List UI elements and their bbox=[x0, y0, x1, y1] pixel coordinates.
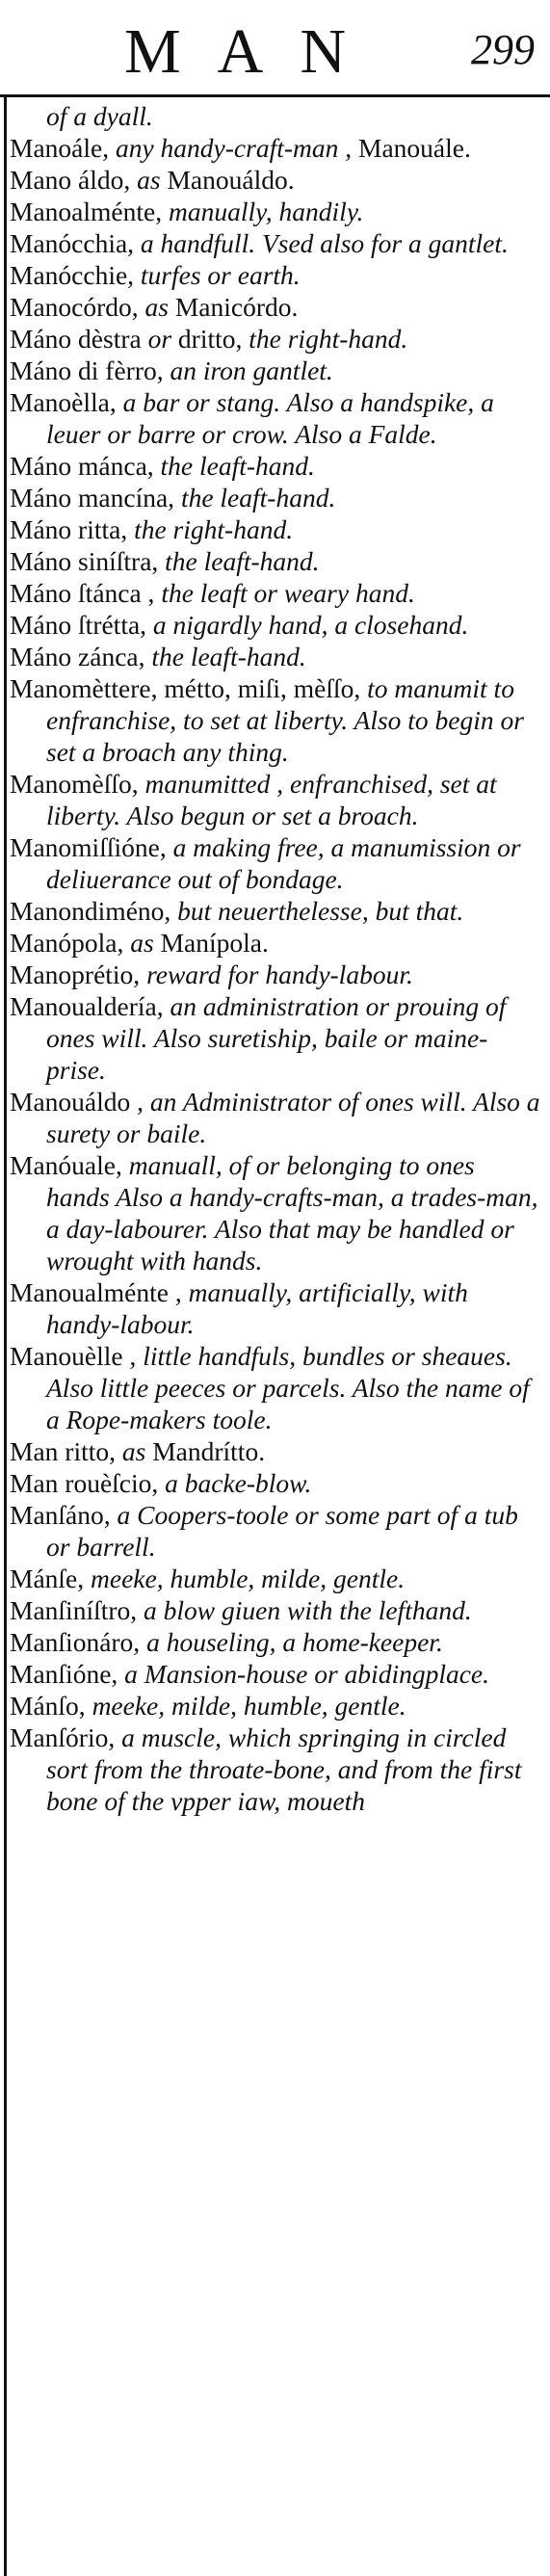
entry-definition: a handfull. Vsed also for a gantlet. bbox=[134, 228, 509, 258]
dictionary-entry bbox=[10, 959, 541, 990]
dictionary-entry bbox=[10, 100, 541, 132]
entry-headword: Máno mánca, bbox=[10, 451, 154, 481]
entry-headword: Manſióne, bbox=[10, 1659, 118, 1689]
entry-crossref: Manípola. bbox=[153, 928, 269, 958]
entry-crossref: Manicórdo. bbox=[168, 292, 299, 322]
dictionary-entry bbox=[10, 990, 541, 1086]
dictionary-entry bbox=[10, 355, 541, 386]
dictionary-entry bbox=[10, 831, 541, 895]
entry-definition: a nigardly hand, a closehand. bbox=[146, 610, 469, 640]
entry-crossref: Mandrítto. bbox=[145, 1436, 266, 1466]
entry-definition: an administration or prouing of ones will. Also suretiship, baile or maine-prise. bbox=[46, 991, 507, 1085]
entry-definition: manuall, of or belonging to ones hands Also a handy-crafts-man, a trades-man, a day-labourer. Also that may be handled or wrought with hands. bbox=[46, 1150, 538, 1275]
entry-definition: manumitted , enfranchised, set at liberty. Also begun or set a broach. bbox=[46, 769, 497, 830]
entry-headword: Manoualdería, bbox=[10, 991, 164, 1021]
entry-definition: as bbox=[138, 292, 169, 322]
entry-definition: as bbox=[130, 165, 161, 195]
entry-headword: Manſionáro, bbox=[10, 1627, 141, 1657]
entry-definition: turfes or earth. bbox=[134, 260, 301, 290]
dictionary-entry bbox=[10, 1563, 541, 1594]
entry-headword: Manócchie, bbox=[10, 260, 135, 290]
dictionary-entry bbox=[10, 577, 541, 609]
entry-definition: the leaft-hand. bbox=[153, 451, 315, 481]
entry-definition: the right-hand. bbox=[127, 514, 294, 544]
dictionary-entry bbox=[10, 132, 541, 164]
entry-headword: Máno dèstra bbox=[10, 324, 142, 354]
entry-headword: Man rouèſcio, bbox=[10, 1468, 159, 1498]
dictionary-entry bbox=[10, 927, 541, 959]
dictionary-entry bbox=[10, 1340, 541, 1435]
entry-definition: a bar or stang. Also a handspike, a leuer or barre or crow. Also a Falde. bbox=[46, 387, 494, 449]
dictionary-entry bbox=[10, 1626, 541, 1658]
entry-definition: manually, handily. bbox=[162, 197, 364, 226]
entry-headword: Máno zánca, bbox=[10, 642, 145, 671]
dictionary-entry bbox=[10, 1435, 541, 1467]
dictionary-entry bbox=[10, 768, 541, 831]
entry-headword: Manóuale, bbox=[10, 1150, 122, 1180]
entry-headword: Manſiníſtro, bbox=[10, 1595, 138, 1625]
entry-definition: an Administrator of ones will. Also a surety or baile. bbox=[46, 1087, 540, 1148]
entry-headword: Manoualménte , bbox=[10, 1277, 182, 1307]
entry-definition: a Coopers-toole or some part of a tub or barrell. bbox=[46, 1500, 518, 1562]
entry-definition-2: the right-hand. bbox=[242, 324, 408, 354]
entry-definition: the leaft-hand. bbox=[144, 642, 306, 671]
entry-headword: Manócchia, bbox=[10, 228, 135, 258]
dictionary-entry bbox=[10, 1658, 541, 1690]
dictionary-entry bbox=[10, 1499, 541, 1563]
entry-crossref: Manouále. bbox=[352, 133, 471, 163]
entry-definition: little handfuls, bundles or sheaues. Also little peeces or parcels. Also the name of a Rope-makers toole. bbox=[46, 1341, 530, 1434]
entry-definition: a muscle, which springing in circled sort from the throate-bone, and from the first bone of the vpper iaw, moueth bbox=[46, 1722, 522, 1816]
entry-headword: Manomiſſióne, bbox=[10, 832, 167, 862]
entry-definition: meeke, humble, milde, gentle. bbox=[84, 1564, 406, 1593]
entry-definition: a backe-blow. bbox=[158, 1468, 312, 1498]
entry-headword: Máno siníſtra, bbox=[10, 546, 159, 576]
entry-definition: an iron gantlet. bbox=[163, 355, 333, 385]
dictionary-entry bbox=[10, 164, 541, 196]
dictionary-entry bbox=[10, 513, 541, 545]
entry-column bbox=[10, 100, 541, 1817]
running-head: MAN bbox=[123, 16, 382, 87]
entry-definition: a blow giuen with the lefthand. bbox=[137, 1595, 472, 1625]
entry-headword: Manoále, bbox=[10, 133, 110, 163]
dictionary-entry bbox=[10, 482, 541, 513]
dictionary-entry bbox=[10, 1276, 541, 1340]
dictionary-entry bbox=[10, 895, 541, 927]
dictionary-entry bbox=[10, 672, 541, 768]
entry-crossref: Manouáldo. bbox=[160, 165, 295, 195]
entry-definition: a making free, a manumission or deliuerance out of bondage. bbox=[46, 832, 521, 894]
column-rule bbox=[4, 94, 7, 2576]
entry-definition: any handy-craft-man , bbox=[109, 133, 353, 163]
dictionary-entry bbox=[10, 196, 541, 227]
entry-definition: the leaft-hand. bbox=[174, 483, 336, 513]
entry-definition: the leaft or weary hand. bbox=[154, 578, 415, 608]
dictionary-entry bbox=[10, 1149, 541, 1276]
entry-definition: but neuerthelesse, but that. bbox=[170, 896, 464, 926]
dictionary-entry bbox=[10, 641, 541, 672]
dictionary-entry bbox=[10, 545, 541, 577]
entry-headword: Mánſe, bbox=[10, 1564, 85, 1593]
entry-headword: Manópola, bbox=[10, 928, 124, 958]
dictionary-entry bbox=[10, 1722, 541, 1817]
entry-definition: the leaft-hand. bbox=[158, 546, 320, 576]
entry-headword: Manomèſſo, bbox=[10, 769, 139, 799]
entry-headword: Mano áldo, bbox=[10, 165, 131, 195]
dictionary-entry bbox=[10, 450, 541, 482]
entry-headword: Manoprétio, bbox=[10, 959, 141, 989]
dictionary-entry bbox=[10, 386, 541, 450]
entry-headword: Mánſo, bbox=[10, 1691, 86, 1721]
page-number: 299 bbox=[471, 26, 535, 73]
entry-definition: of a dyall. bbox=[46, 101, 153, 131]
entry-definition: manually, artificially, with handy-labour. bbox=[46, 1277, 468, 1339]
entry-headword: Manſáno, bbox=[10, 1500, 111, 1530]
dictionary-entry bbox=[10, 227, 541, 259]
dictionary-entry bbox=[10, 291, 541, 323]
entry-headword: Manſório, bbox=[10, 1722, 116, 1752]
header-rule bbox=[0, 94, 550, 97]
entry-headword: Máno mancína, bbox=[10, 483, 175, 513]
dictionary-entry bbox=[10, 1594, 541, 1626]
entry-headword: Máno di fèrro, bbox=[10, 355, 164, 385]
entry-headword: Manoèlla, bbox=[10, 387, 117, 417]
entry-headword: Manondiméno, bbox=[10, 896, 171, 926]
dictionary-entry bbox=[10, 323, 541, 355]
entry-headword: Manoalménte, bbox=[10, 197, 163, 226]
entry-headword: Manomèttere, métto, miſi, mèſſo, bbox=[10, 673, 361, 703]
entry-definition: meeke, milde, humble, gentle. bbox=[85, 1691, 406, 1721]
entry-headword: Man ritto, bbox=[10, 1436, 116, 1466]
dictionary-entry bbox=[10, 1690, 541, 1722]
entry-headword: Máno ritta, bbox=[10, 514, 128, 544]
entry-definition: as bbox=[123, 928, 154, 958]
entry-headword: Manouèlle , bbox=[10, 1341, 137, 1371]
page-header bbox=[0, 0, 550, 106]
entry-headword: Manocórdo, bbox=[10, 292, 139, 322]
dictionary-entry bbox=[10, 609, 541, 641]
entry-definition: reward for handy-labour. bbox=[140, 959, 413, 989]
entry-definition: a Mansion-house or abidingplace. bbox=[118, 1659, 490, 1689]
entry-headword: Máno ſtánca , bbox=[10, 578, 155, 608]
entry-definition: as bbox=[116, 1436, 146, 1466]
dictionary-entry bbox=[10, 259, 541, 291]
entry-headword: Máno ſtrétta, bbox=[10, 610, 147, 640]
dictionary-entry bbox=[10, 1467, 541, 1499]
dictionary-entry bbox=[10, 1086, 541, 1149]
entry-definition: to manumit to enfranchise, to set at liberty. Also to begin or set a broach any thing. bbox=[46, 673, 524, 767]
entry-definition: or bbox=[141, 324, 172, 354]
entry-definition: a houseling, a home-keeper. bbox=[140, 1627, 443, 1657]
entry-variant: dritto, bbox=[171, 324, 243, 354]
entry-headword: Manouáldo , bbox=[10, 1087, 144, 1117]
